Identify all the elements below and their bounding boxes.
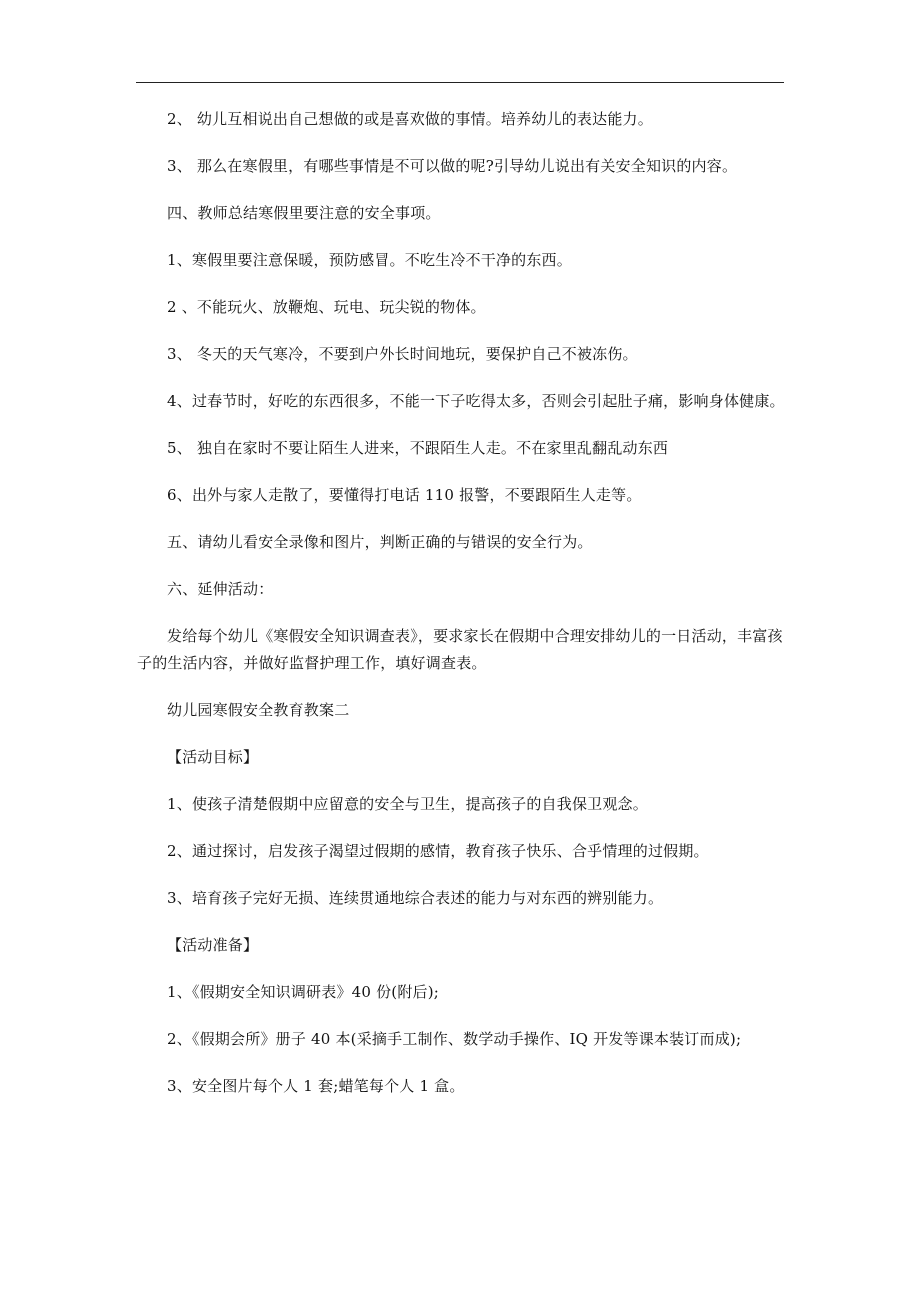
- paragraph: 1、使孩子清楚假期中应留意的安全与卫生，提高孩子的自我保卫观念。: [167, 795, 648, 813]
- document-subtitle: 幼儿园寒假安全教育教案二: [167, 701, 350, 719]
- paragraph: 6、出外与家人走散了，要懂得打电话 110 报警，不要跟陌生人走等。: [167, 486, 642, 504]
- paragraph: 2、通过探讨，启发孩子渴望过假期的感情，教育孩子快乐、合乎情理的过假期。: [167, 842, 709, 860]
- section-heading: 【活动目标】: [167, 748, 259, 766]
- paragraph: 发给每个幼儿《寒假安全知识调查表》，要求家长在假期中合理安排幼儿的一日活动，丰富孩子的生活内容，并做好监督护理工作，填好调查表。: [137, 627, 783, 672]
- section-heading: 六、延伸活动：: [167, 580, 274, 598]
- section-heading: 【活动准备】: [167, 936, 259, 954]
- document-body: [137, 106, 785, 1100]
- paragraph: 3、 那么在寒假里，有哪些事情是不可以做的呢?引导幼儿说出有关安全知识的内容。: [167, 157, 738, 175]
- paragraph: 2、 幼儿互相说出自己想做的或是喜欢做的事情。培养幼儿的表达能力。: [167, 110, 653, 128]
- paragraph: 3、 冬天的天气寒冷，不要到户外长时间地玩，要保护自己不被冻伤。: [167, 345, 638, 363]
- paragraph: 5、 独自在家时不要让陌生人进来，不跟陌生人走。不在家里乱翻乱动东西: [167, 439, 669, 457]
- paragraph: 3、安全图片每个人 1 套;蜡笔每个人 1 盒。: [167, 1077, 465, 1095]
- paragraph: 2、《假期会所》册子 40 本(采摘手工制作、数学动手操作、IQ 开发等课本装订而成);: [167, 1030, 742, 1048]
- section-heading: 四、教师总结寒假里要注意的安全事项。: [167, 204, 441, 222]
- section-heading: 五、请幼儿看安全录像和图片，判断正确的与错误的安全行为。: [167, 533, 593, 551]
- paragraph: 3、培育孩子完好无损、连续贯通地综合表述的能力与对东西的辨别能力。: [167, 889, 664, 907]
- paragraph: 4、过春节时，好吃的东西很多，不能一下子吃得太多，否则会引起肚子痛，影响身体健康。: [167, 392, 785, 410]
- paragraph: 1、寒假里要注意保暖，预防感冒。不吃生冷不干净的东西。: [167, 251, 572, 269]
- paragraph: 1、《假期安全知识调研表》40 份(附后);: [167, 983, 440, 1001]
- header-rule: [136, 82, 784, 83]
- paragraph: 2 、不能玩火、放鞭炮、玩电、玩尖锐的物体。: [167, 298, 486, 316]
